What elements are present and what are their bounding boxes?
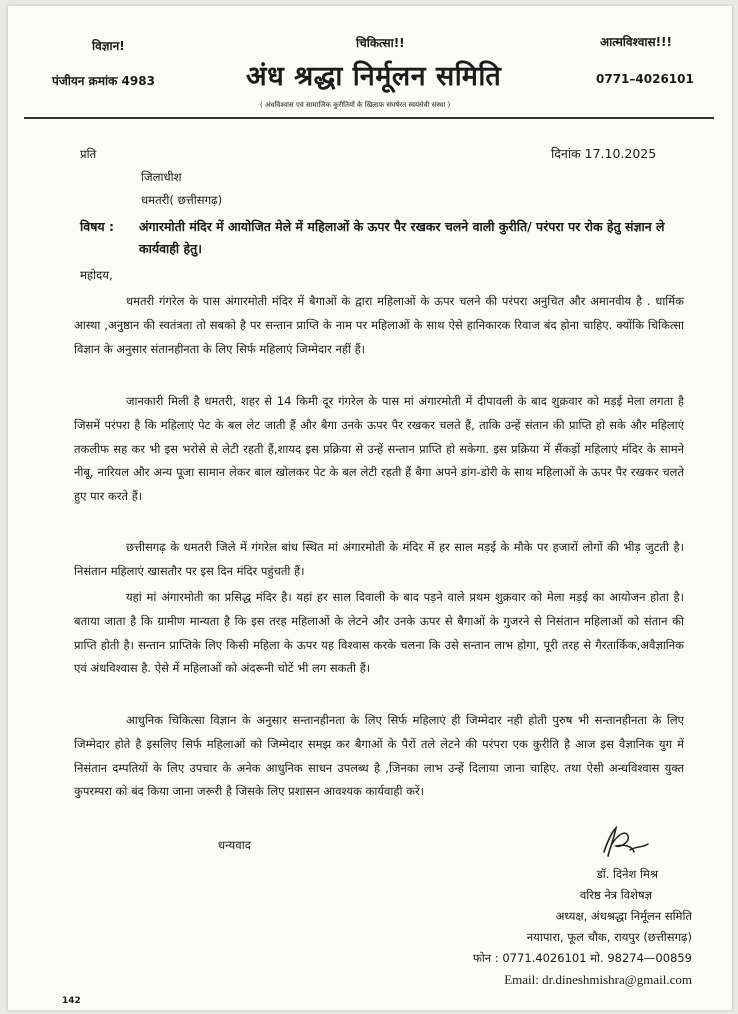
recipient-line-1: जिलाधीश: [141, 170, 182, 184]
letterhead-phone: 0771–4026101: [596, 72, 694, 86]
signatory-post: अध्यक्ष, अंधश्रद्धा निर्मूलन समिति: [555, 909, 692, 923]
signatory-phone: फोन : 0771.4026101 मो. 98274—00859: [472, 951, 692, 965]
signatory-name: डॉ. दिनेश मिश्र: [596, 867, 658, 881]
signatory-address: नयापारा, फूल चौक, रायपुर (छत्तीसगढ़): [526, 930, 692, 944]
subject-label: विषय :: [80, 219, 115, 234]
handwritten-signature: [598, 822, 654, 862]
letterhead-top-right: आत्मविश्वास!!!: [600, 35, 673, 49]
page-number: 142: [62, 996, 81, 1006]
letterhead-divider: [24, 117, 714, 119]
subject-text: अंगारमोती मंदिर में आयोजित मेले में महिलाओं के ऊपर पैर रखकर चलने वाली कुरीति/ परंपरा पर रोक हेतु संज्ञान ले कार्यवाही हेतु।: [139, 219, 665, 256]
prati-label: प्रति: [80, 147, 97, 161]
signature-block: [473, 864, 692, 990]
body-paragraph-4: यहां मां अंगारमोती का प्रसिद्ध मंदिर है। यहां हर साल दिवाली के बाद पड़ने वाले प्रथम शुक्रवार को मेला मड़ई का आयोजन होता है। बताया जाता है कि ग्रामीण मान्यता है कि इस तरह महिलाओं के लेटने और उनके ऊपर से बैगाओं के गुजरने से निसंतान महिलाओं को संतान की प्राप्ति होती है। सन्तान प्राप्तिके लिए किसी महिला के ऊपर यह विश्वास करके चलना कि उसे सन्तान लाभ होगा, पूरी तरह से गैरतार्किक,अवैज्ञानिक एवं अंधविश्वास है. ऐसे में महिलाओं को अंदरूनी चोटें भी लग सकती हैं।: [74, 590, 684, 676]
body-paragraph-2: जानकारी मिली है धमतरी, शहर से 14 किमी दूर गंगरेल के पास मां अंगारमोती में दीपावली के बाद शुक्रवार को मड़ई मेला लगता है जिसमें परंपरा है कि महिलाएं पेट के बल लेट जाती हैं और बैगा उनके ऊपर पैर रखकर चलते हैं, ताकि उन्हें संतान की प्राप्ति हो सके और महिलाएं तकलीफ सह कर भी इस भरोसे से लेटी रहती हैं,शायद इस प्रक्रिया से उन्हें सन्तान प्राप्ति हो सकेगा. इस प्रक्रिया में सैंकड़ों महिलाएं मंदिर के सामने नीबू, नारियल और अन्य पूजा सामान लेकर बाल खोलकर पेट के बल लेटी रहती हैं बैगा अपने डांग-डोरी के साथ महिलाओं के ऊपर पैर रखकर चलते हुए पार करते हैं।: [74, 394, 684, 504]
recipient-line-2: धमतरी( छत्तीसगढ़): [141, 193, 223, 207]
salutation: महोदय,: [80, 268, 113, 282]
body-paragraph-3: छत्तीसगढ़ के धमतरी जिले में गंगरेल बांध स्थित मां अंगारमोती के मंदिर में हर साल मड़ई के मौके पर हजारों लोगों की भीड़ जुटती है। निसंतान महिलाएं खासतौर पर इस दिन मंदिर पहुंचती हैं।: [74, 540, 684, 578]
body-paragraph-1: धमतरी गंगरेल के पास अंगारमोती मंदिर में बैगाओं के द्वारा महिलाओं के ऊपर चलने की परंपरा अनुचित और अमानवीय है . धार्मिक आस्था ,अनुष्ठान की स्वतंत्रता तो सबको है पर सन्तान प्राप्ति के नाम पर महिलाओं के साथ ऐसे हानिकारक रिवाज बंद होना चाहिए. क्योंकि चिकित्सा विज्ञान के अनुसार संतानहीनता के लिए सिर्फ महिलाएं जिम्मेदार नहीं हैं।: [74, 294, 684, 356]
closing-thanks: धन्यवाद: [218, 838, 251, 852]
body-paragraph-5: आधुनिक चिकित्सा विज्ञान के अनुसार सन्तानहीनता के लिए सिर्फ महिलाएं ही जिम्मेदार नही होती पुरुष भी सन्तानहीनता के लिए जिम्मेदार होते है इसलिए सिर्फ महिलाओं को जिम्मेदार समझ कर बैगाओं के पैरों तले लेटने की परंपरा एक कुरीति है आज इस वैज्ञानिक युग में निसंतान दम्पतियों के लिए उपचार के अनेक आधुनिक साधन उपलब्ध है ,जिनका लाभ उन्हें दिलाया जाना चाहिए. तथा ऐसी अन्धविश्वास युक्त कुपरम्परा को बंद किया जाना जरूरी है जिसके लिए प्रशासन आवश्यक कार्यवाही करें।: [74, 713, 684, 799]
letter-date: दिनांक 17.10.2025: [551, 146, 657, 161]
letterhead-top-left: विज्ञान!: [92, 39, 125, 53]
signatory-designation: वरिष्ठ नेत्र विशेषज्ञ: [579, 888, 652, 902]
letterhead-top-center: चिकित्सा!!: [356, 36, 405, 50]
registration-number: पंजीयन क्रमांक 4983: [52, 74, 155, 88]
signatory-email: Email: dr.dineshmishra@gmail.com: [504, 972, 692, 987]
organization-name: अंध श्रद्धा निर्मूलन समिति: [246, 61, 502, 92]
organization-tagline: ( अंधविश्वास एवं सामाजिक कुरीतियों के खिलाफ संघर्षरत स्वयंसेवी संस्था ): [260, 101, 451, 109]
